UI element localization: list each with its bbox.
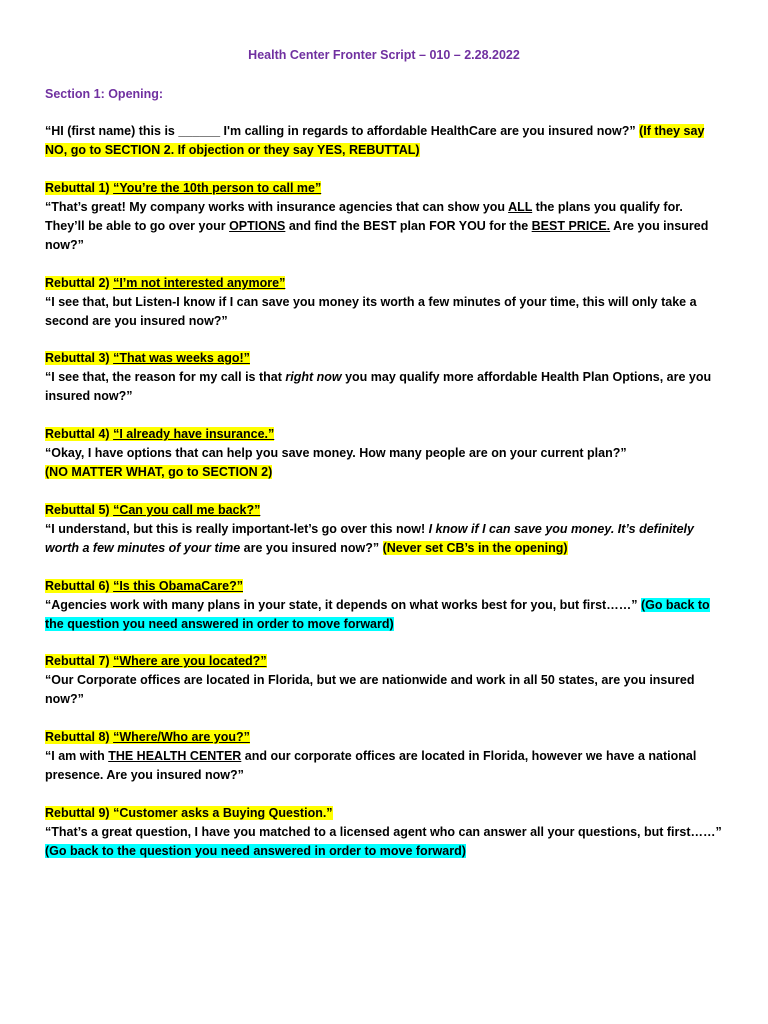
rebuttal-label: Rebuttal 8) “Where/Who are you?”	[45, 730, 250, 744]
rebuttal-response: “Our Corporate offices are located in Florida, but we are nationwide and work in all 50 states, are you insured now?”	[45, 673, 695, 706]
rebuttal-label: Rebuttal 1) “You’re the 10th person to call me”	[45, 181, 322, 195]
rebuttal-block	[45, 728, 725, 785]
rebuttal-response: “That’s great! My company works with insurance agencies that can show you ALL the plans you qualify for. They’ll be able to go over your OPTIONS and find the BEST plan FOR YOU for the BEST PRICE. Are you insured now?”	[45, 200, 709, 252]
rebuttal-response: “I see that, the reason for my call is that right now you may qualify more affordable Health Plan Options, are you insured now?”	[45, 370, 712, 403]
rebuttal-objection: “That was weeks ago!”	[113, 351, 250, 365]
rebuttal-response: “That’s a great question, I have you matched to a licensed agent who can answer all your questions, but first……”	[45, 825, 722, 839]
rebuttal-response: “Okay, I have options that can help you save money. How many people are on your current plan?”	[45, 446, 627, 460]
rebuttal-instruction: (Never set CB’s in the opening)	[382, 541, 568, 555]
rebuttal-block	[45, 804, 725, 861]
rebuttal-block	[45, 179, 725, 255]
rebuttal-objection: “I already have insurance.”	[113, 427, 275, 441]
rebuttal-objection: “Customer asks a Buying Question.”	[113, 806, 333, 820]
rebuttal-label: Rebuttal 4) “I already have insurance.”	[45, 427, 275, 441]
rebuttal-instruction: (NO MATTER WHAT, go to SECTION 2)	[45, 465, 273, 479]
rebuttal-instruction: (Go back to the question you need answered in order to move forward)	[45, 598, 710, 631]
rebuttal-response: “I see that, but Listen-I know if I can save you money its worth a few minutes of your time, this will only take a second are you insured now?”	[45, 295, 697, 328]
rebuttal-block	[45, 577, 725, 634]
rebuttal-label: Rebuttal 3) “That was weeks ago!”	[45, 351, 250, 365]
rebuttal-response: “I understand, but this is really important-let’s go over this now! I know if I can save you money. It’s definitely worth a few minutes of your time are you insured now?”	[45, 522, 694, 555]
rebuttal-response: “Agencies work with many plans in your state, it depends on what works best for you, but first……”	[45, 598, 641, 612]
opening-text: “HI (first name) this is ______ I'm calling in regards to affordable HealthCare are you insured now?”	[45, 124, 640, 138]
opening-paragraph	[45, 122, 725, 160]
rebuttal-response: “I am with THE HEALTH CENTER and our corporate offices are located in Florida, however we have a national presence. Are you insured now?”	[45, 749, 697, 782]
section-heading: Section 1: Opening:	[45, 87, 164, 101]
document-title: Health Center Fronter Script – 010 – 2.28.2022	[248, 48, 520, 62]
rebuttal-label: Rebuttal 6) “Is this ObamaCare?”	[45, 579, 243, 593]
rebuttal-block	[45, 274, 725, 331]
rebuttal-label: Rebuttal 2) “I’m not interested anymore”	[45, 276, 286, 290]
rebuttal-label: Rebuttal 5) “Can you call me back?”	[45, 503, 261, 517]
rebuttal-block	[45, 652, 725, 709]
rebuttal-objection: “I’m not interested anymore”	[113, 276, 286, 290]
rebuttal-label: Rebuttal 7) “Where are you located?”	[45, 654, 267, 668]
rebuttal-objection: “You’re the 10th person to call me”	[113, 181, 322, 195]
rebuttal-objection: “Where are you located?”	[113, 654, 267, 668]
rebuttal-label: Rebuttal 9) “Customer asks a Buying Question.”	[45, 806, 333, 820]
rebuttal-objection: “Can you call me back?”	[113, 503, 261, 517]
opening-instruction: (If they say NO, go to SECTION 2. If objection or they say YES, REBUTTAL)	[45, 124, 705, 157]
rebuttal-block	[45, 349, 725, 406]
rebuttal-objection: “Is this ObamaCare?”	[113, 579, 243, 593]
rebuttal-block	[45, 425, 725, 482]
rebuttal-objection: “Where/Who are you?”	[113, 730, 250, 744]
rebuttal-block	[45, 501, 725, 558]
rebuttal-instruction: (Go back to the question you need answered in order to move forward)	[45, 844, 466, 858]
